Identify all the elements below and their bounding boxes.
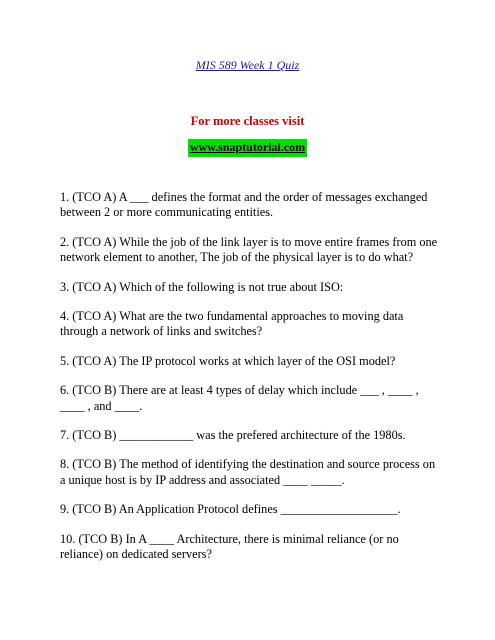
promo-text: For more classes visit: [190, 114, 305, 128]
question-6: 6. (TCO B) There are at least 4 types of delay which include ___ , ____ , ____ , and ____.: [60, 383, 419, 413]
question-8: 8. (TCO B) The method of identifying the destination and source process on a unique host is by IP address and associated ____ _____.: [60, 457, 436, 487]
website-link[interactable]: www.snaptutorial.com: [188, 139, 307, 157]
question-1: 1. (TCO A) A ___ defines the format and the order of messages exchanged between 2 or more communicating entities.: [60, 190, 428, 220]
question-4: 4. (TCO A) What are the two fundamental approaches to moving data through a network of links and switches?: [60, 309, 404, 339]
question-10: 10. (TCO B) In A ____ Architecture, there is minimal reliance (or no reliance) on dedicated servers?: [60, 531, 399, 562]
document-title-link[interactable]: MIS 589 Week 1 Quiz: [195, 58, 300, 72]
question-3: 3. (TCO A) Which of the following is not true about ISO:: [60, 279, 344, 294]
question-5: 5. (TCO A) The IP protocol works at which layer of the OSI model?: [60, 353, 396, 368]
website-link-container: [0, 138, 495, 157]
question-7: 7. (TCO B) ____________ was the prefered architecture of the 1980s.: [60, 428, 406, 443]
question-list: [60, 190, 440, 577]
question-9: 9. (TCO B) An Application Protocol defines ___________________.: [60, 502, 401, 517]
question-2: 2. (TCO A) While the job of the link layer is to move entire frames from one network element to another, The job of the physical layer is to do what?: [60, 234, 438, 265]
